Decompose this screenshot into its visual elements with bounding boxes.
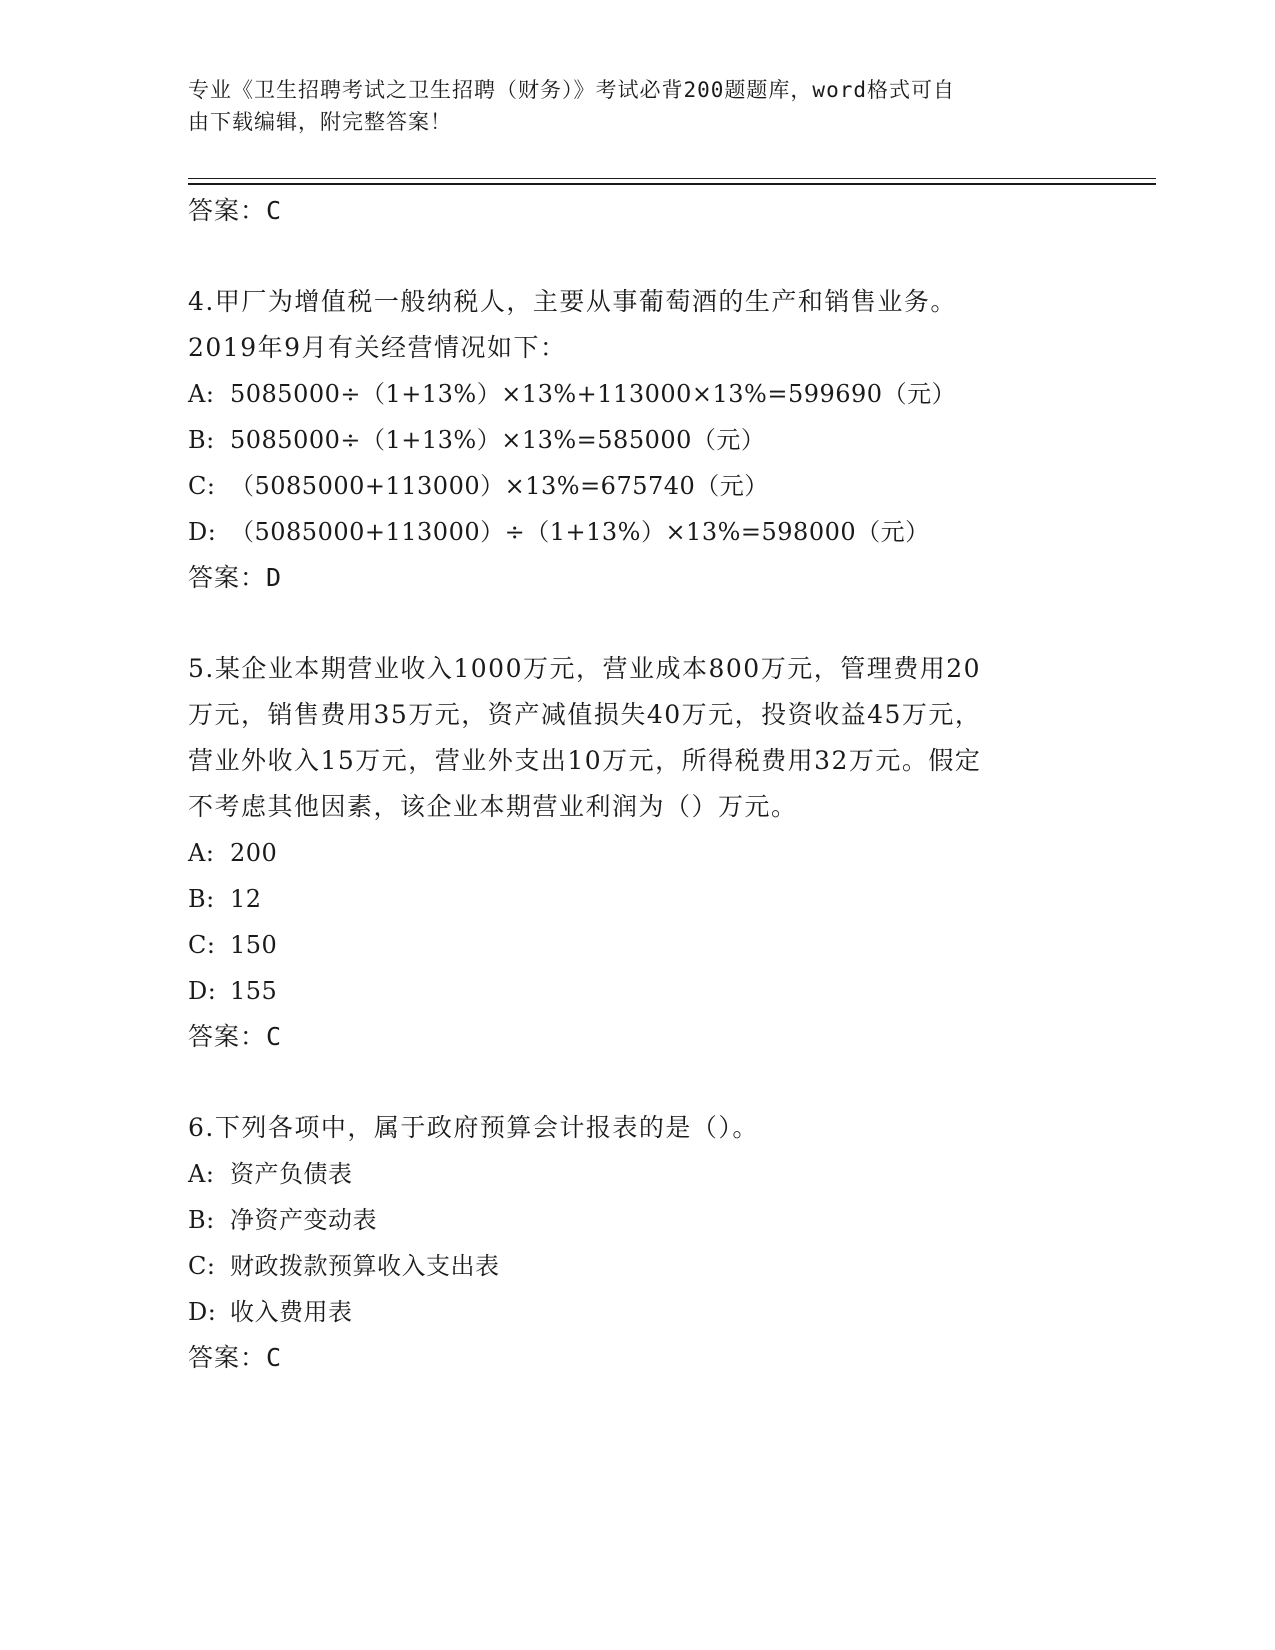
option-text: 5085000÷（1+13%）×13%=585000（元） (230, 426, 766, 454)
question-block (188, 646, 1088, 1060)
option-b (188, 1197, 1088, 1243)
option-c (188, 1243, 1088, 1289)
option-label: A: (188, 380, 215, 408)
option-text: 资产负债表 (230, 1160, 353, 1188)
option-text: 收入费用表 (230, 1298, 353, 1326)
option-c (188, 922, 1088, 968)
header-divider (188, 178, 1156, 179)
question-text: 万元，销售费用35万元，资产减值损失40万元，投资收益45万元， (188, 700, 982, 729)
option-text: 200 (230, 839, 278, 867)
option-d (188, 1289, 1088, 1335)
question-text: 6.下列各项中，属于政府预算会计报表的是（）。 (188, 1113, 759, 1142)
option-label: C: (188, 472, 216, 500)
option-label: B: (188, 426, 215, 454)
question-block (188, 279, 1088, 601)
option-label: D: (188, 1298, 217, 1326)
option-label: A: (188, 1160, 215, 1188)
option-a (188, 371, 1088, 417)
document-header (188, 74, 1068, 138)
option-text: 12 (230, 885, 262, 913)
option-text: 155 (230, 977, 278, 1005)
answer-line: 答案：C (188, 196, 283, 225)
option-label: D: (188, 977, 217, 1005)
option-b (188, 417, 1088, 463)
question-block (188, 1105, 1088, 1381)
option-d (188, 509, 1088, 555)
question-text: 不考虑其他因素，该企业本期营业利润为（）万元。 (188, 792, 798, 821)
option-a (188, 830, 1088, 876)
option-label: A: (188, 839, 215, 867)
option-text: 财政拨款预算收入支出表 (230, 1252, 500, 1280)
option-label: B: (188, 885, 215, 913)
document-body (188, 188, 1088, 1381)
option-c (188, 463, 1088, 509)
option-label: C: (188, 931, 216, 959)
option-text: 150 (230, 931, 278, 959)
option-text: （5085000+113000）×13%=675740（元） (230, 472, 769, 500)
header-line: 由下载编辑，附完整答案！ (188, 110, 452, 134)
question-text: 4.甲厂为增值税一般纳税人，主要从事葡萄酒的生产和销售业务。 (188, 287, 957, 316)
option-text: （5085000+113000）÷（1+13%）×13%=598000（元） (230, 518, 930, 546)
question-text: 2019年9月有关经营情况如下： (188, 333, 567, 362)
option-label: C: (188, 1252, 216, 1280)
option-a (188, 1151, 1088, 1197)
answer-line: 答案：C (188, 1022, 283, 1051)
answer-line: 答案：D (188, 563, 283, 592)
question-text: 5.某企业本期营业收入1000万元，营业成本800万元，管理费用20 (188, 654, 982, 683)
option-label: D: (188, 518, 217, 546)
option-d (188, 968, 1088, 1014)
question-text: 营业外收入15万元，营业外支出10万元，所得税费用32万元。假定 (188, 746, 982, 775)
header-line: 专业《卫生招聘考试之卫生招聘（财务）》考试必背200题题库，word格式可自 (188, 78, 955, 102)
answer-line: 答案：C (188, 1343, 283, 1372)
option-text: 5085000÷（1+13%）×13%+113000×13%=599690（元） (230, 380, 957, 408)
option-label: B: (188, 1206, 215, 1234)
option-text: 净资产变动表 (230, 1206, 377, 1234)
option-b (188, 876, 1088, 922)
header-divider (188, 183, 1156, 185)
